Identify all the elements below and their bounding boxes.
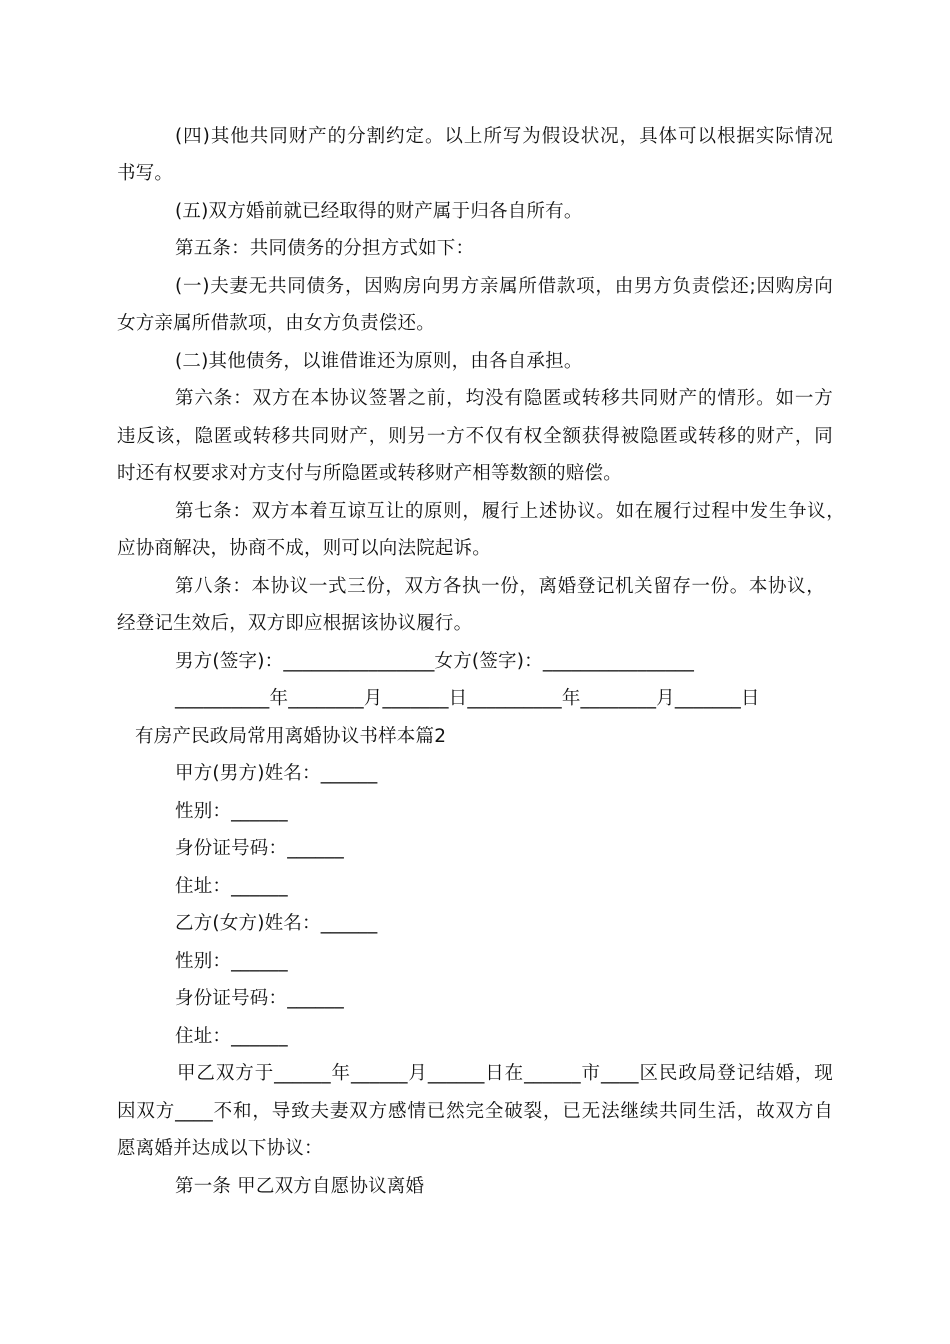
paragraph-line: 经登记生效后，双方即应根据该协议履行。 (117, 613, 473, 634)
paragraph-line: (四)其他共同财产的分割约定。以上所写为假设状况，具体可以根据实际情况 (175, 126, 833, 147)
section-heading: 第一条 甲乙双方自愿协议离婚 (175, 1176, 425, 1197)
form-field: 性别：______ (175, 801, 288, 822)
paragraph-line: 应协商解决，协商不成，则可以向法院起诉。 (117, 538, 492, 559)
paragraph-line: 第七条：双方本着互谅互让的原则，履行上述协议。如在履行过程中发生争议， (175, 501, 845, 522)
paragraph-line: 甲乙双方于______年______月______日在______市____区民政局登记结婚，现 (177, 1063, 833, 1084)
paragraph-line: 因双方____不和，导致夫妻双方感情已然完全破裂，已无法继续共同生活，故双方自 (117, 1101, 833, 1122)
paragraph-line: 第六条：双方在本协议签署之前，均没有隐匿或转移共同财产的情形。如一方 (175, 388, 833, 409)
form-field: 住址：______ (175, 1026, 288, 1047)
signature-line: 男方(签字)：________________女方(签字)：________________ (175, 651, 695, 672)
form-field: 住址：______ (175, 876, 288, 897)
form-field: 身份证号码：______ (175, 988, 344, 1009)
paragraph-line: (五)双方婚前就已经取得的财产属于归各自所有。 (175, 201, 583, 222)
form-field: 性别：______ (175, 951, 288, 972)
article-title: 有房产民政局常用离婚协议书样本篇2 (135, 726, 447, 747)
paragraph-line: 违反该，隐匿或转移共同财产，则另一方不仅有权全额获得被隐匿或转移的财产，同 (117, 426, 833, 447)
form-field: 乙方(女方)姓名：______ (175, 913, 378, 934)
date-line: __________年________月_______日__________年________月_______日 (175, 688, 760, 709)
paragraph-line: 第八条：本协议一式三份，双方各执一份，离婚登记机关留存一份。本协议， (175, 576, 825, 597)
paragraph-line: 女方亲属所借款项，由女方负责偿还。 (117, 313, 435, 334)
form-field: 身份证号码：______ (175, 838, 344, 859)
paragraph-line: (二)其他债务，以谁借谁还为原则，由各自承担。 (175, 351, 583, 372)
paragraph-line: 书写。 (117, 163, 174, 184)
section-heading: 第五条：共同债务的分担方式如下： (175, 238, 475, 259)
paragraph-line: 时还有权要求对方支付与所隐匿或转移财产相等数额的赔偿。 (117, 463, 622, 484)
paragraph-line: (一)夫妻无共同债务，因购房向男方亲属所借款项，由男方负责偿还;因购房向 (175, 276, 833, 297)
paragraph-line: 愿离婚并达成以下协议： (117, 1138, 323, 1159)
form-field: 甲方(男方)姓名：______ (175, 763, 378, 784)
